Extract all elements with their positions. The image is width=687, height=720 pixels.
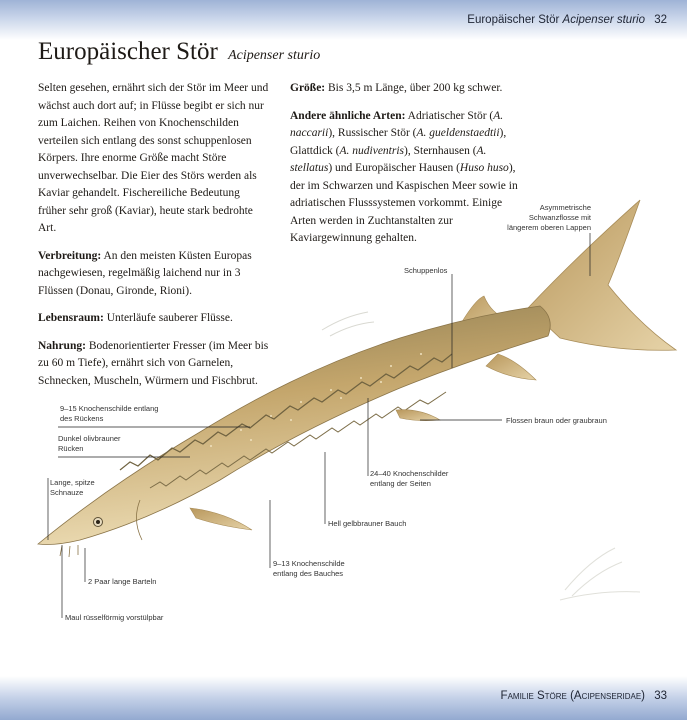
species-huso-huso: Huso huso bbox=[459, 162, 509, 174]
pectoral-fin bbox=[190, 508, 252, 530]
running-footer bbox=[501, 690, 667, 702]
andere-text-2: ), Russischer Stör ( bbox=[328, 127, 417, 139]
fish-pupil bbox=[96, 520, 100, 524]
groesse-text: Bis 3,5 m Länge, über 200 kg schwer. bbox=[328, 82, 503, 94]
footer-page-number: 33 bbox=[654, 690, 667, 702]
fish-body bbox=[38, 306, 550, 545]
annotation-barteln: 2 Paar lange Barteln bbox=[88, 577, 157, 586]
andere-text-5: ) und Europäischer Hausen ( bbox=[328, 162, 460, 174]
grass-strands-top bbox=[322, 312, 374, 336]
species-naccarii: A. naccarii bbox=[290, 109, 504, 139]
anal-fin bbox=[486, 354, 536, 380]
barbels bbox=[60, 545, 78, 557]
andere-text-4: ), Sternhausen ( bbox=[404, 144, 477, 157]
header-scientific-name: Acipenser sturio bbox=[562, 14, 645, 26]
species-stellatus: A. stellatus bbox=[290, 144, 487, 174]
andere-text-1: Adriatischer Stör ( bbox=[407, 109, 494, 122]
header-page-number: 32 bbox=[654, 14, 667, 26]
annotation-flossen: Flossen braun oder graubraun bbox=[506, 416, 607, 425]
pelvic-fin bbox=[396, 410, 440, 421]
andere-arten-label: Andere ähnliche Arten: bbox=[290, 109, 406, 122]
annotation-schnauze: Lange, spitze Schnauze bbox=[50, 478, 95, 497]
species-nudiventris: A. nudiventris bbox=[339, 144, 405, 157]
species-gueldenstaedtii: A. gueldenstaedtii bbox=[416, 127, 500, 139]
annotation-knochenschilde-ruecken: 9–15 Knochenschilde entlang des Rückens bbox=[60, 404, 159, 423]
lebensraum-label: Lebensraum: bbox=[38, 312, 104, 324]
andere-text-6: ), der im Schwarzen und Kaspischen Meer sowie in adriatischen Flusssystemen vorkommt. Einige Arten werden in Zuchtanstalten zur Kaviargewinnung gehalten. bbox=[290, 162, 518, 244]
nahrung-label: Nahrung: bbox=[38, 339, 86, 352]
lebensraum-text: Unterläufe sauberer Flüsse. bbox=[106, 312, 233, 324]
title-common-name: Europäischer Stör bbox=[38, 38, 218, 65]
verbreitung-text: An den meisten Küsten Europas nachgewiesen, regelmäßig laichend nur in 3 Flüssen (Donau, Gironde, Rioni). bbox=[38, 249, 252, 297]
grass-strands-bottom bbox=[560, 548, 640, 600]
andere-text-3: ), Glattdick ( bbox=[290, 127, 507, 157]
title-scientific-name: Acipenser sturio bbox=[228, 48, 321, 63]
annotation-ruecken-farbe: Dunkel olivbrauner Rücken bbox=[58, 434, 121, 453]
annotation-maul: Maul rüsselförmig vorstülpbar bbox=[65, 613, 164, 622]
annotation-knochenschilde-bauch: 9–13 Knochenschilde entlang des Bauches bbox=[273, 559, 345, 578]
annotation-bauch: Hell gelbbrauner Bauch bbox=[328, 519, 407, 528]
groesse-label: Größe: bbox=[290, 82, 326, 94]
footer-family: Familie Störe (Acipenseridae) bbox=[500, 690, 645, 702]
header-title: Europäischer Stör bbox=[467, 14, 560, 26]
annotation-tail-fin: Asymmetrische Schwanzflosse mit längerem oberen Lappen bbox=[507, 203, 591, 232]
verbreitung-label: Verbreitung: bbox=[38, 249, 102, 262]
intro-paragraph: Selten gesehen, ernährt sich der Stör im Meer und wächst auch dort auf; in Flüsse begibt er sich nur zum Laichen. Reihen von Knochenschilden verteilen sich entlang des sonst schuppenlosen Körpers. Ihre enorme Größe macht Störe unverwechselbar. Die Eier des Störs werden als Kaviar gehandelt. Fischereiliche Bedeutung früher sehr groß (Kaviar), heute stark bedrohte Art. bbox=[38, 82, 269, 234]
annotation-knochenschilder-seiten: 24–40 Knochenschilder entlang der Seiten bbox=[370, 469, 449, 488]
nahrung-text: Bodenorientierter Fresser (im Meer bis zu 60 m Tiefe), ernährt sich von Garnelen, Schnecken, Muscheln, Würmern und Fischbrut. bbox=[38, 339, 269, 387]
annotation-schuppenlos: Schuppenlos bbox=[404, 266, 448, 275]
